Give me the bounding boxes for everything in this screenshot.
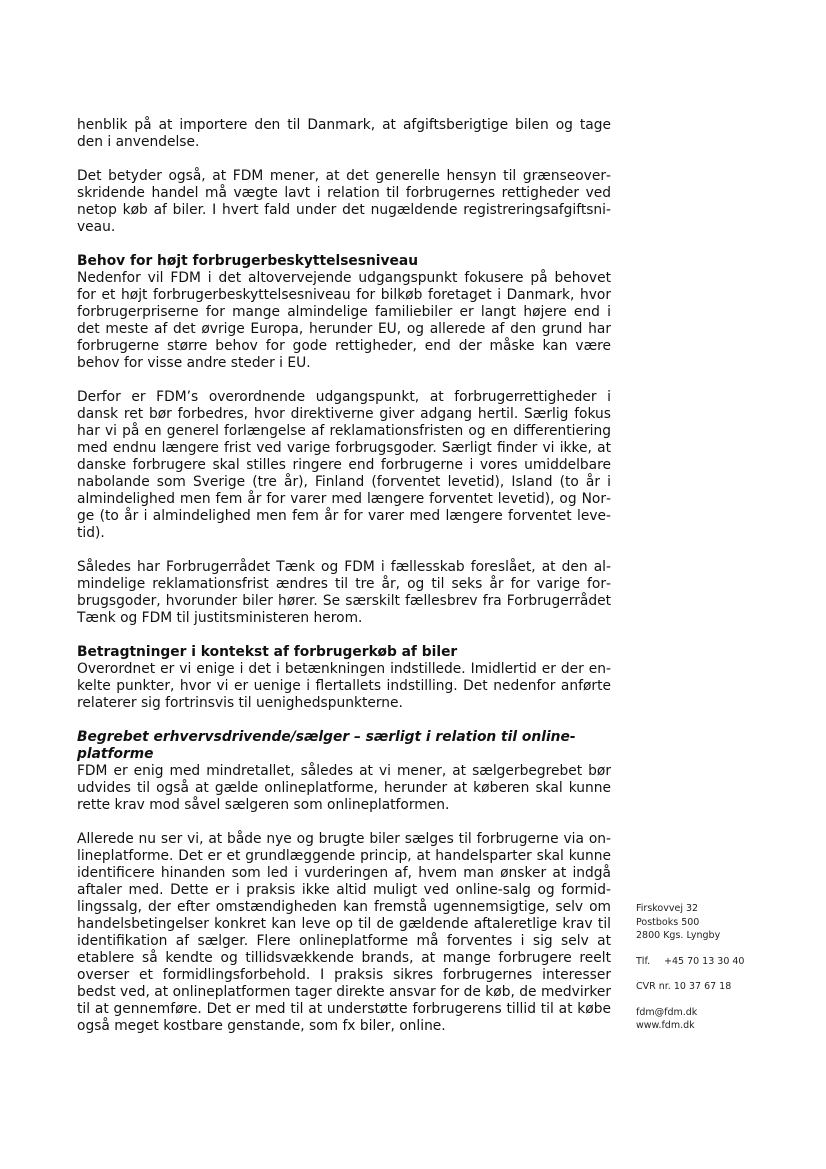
intro-paragraph-2: Det betyder også, at FDM mener, at det generelle hensyn til grænseoverskridende handel må vægte lavt i relation til forbrugernes rettigheder ved netop køb af biler. I hvert fald under det nugældende registreringsafgiftsniveau. [77,168,611,235]
email-link[interactable]: fdm@fdm.dk [636,1006,698,1018]
address-city: 2800 Kgs. Lyngby [636,930,721,941]
section-paragraph: Allerede nu ser vi, at både nye og brugte biler sælges til forbrugerne via onlineplatforme. Det er et grundlæggende princip, at handelsparter skal kunne identificere hinanden som led i vurderingen af, hvem man ønsker at indgå aftaler med. Dette er i praksis ikke altid muligt ved online-salg og formidlingssalg, der efter omstændigheden kan fremstå ugennemsigtige, selv om handelsbetingelser konkret kan leve op til de gældende aftaleretlige krav til identifikation af sælger. Flere onlineplatforme må forventes i sig selv at etablere så kendte og tillidsvækkende brands, at mange forbrugere reelt overser et formidlingsforbehold. I praksis sikres forbrugernes interesser bedst ved, at onlineplatformen tager direkte ansvar for de køb, de medvirker til at gennemføre. Det er med til at understøtte forbrugerens tillid til at købe også meget kostbare genstande, som fx biler, online. [77,831,611,1034]
section-heading: Behov for højt forbrugerbeskyttelsesniveau [77,253,419,269]
section-paragraph: Derfor er FDM’s overordnende udgangspunkt, at forbrugerrettigheder i dansk ret bør forbedres, hvor direktiverne giver adgang hertil. Særlig fokus har vi på en generel forlængelse af reklamationsfristen og en differentiering med endnu længere frist ved varige forbrugsgoder. Særligt finder vi ikke, at danske forbrugere skal stilles ringere end forbrugerne i vores umiddelbare nabolande som Sverige (tre år), Finland (forventet levetid), Island (to år i almindelighed men fem år for varer med længere forventet levetid), og Norge (to år i almindelighed men fem år for varer med længere forventet levetid). [77,389,611,541]
section-heading: Betragtninger i kontekst af forbrugerkøb af biler [77,644,458,660]
section-paragraph: Således har Forbrugerrådet Tænk og FDM i fællesskab foreslået, at den almindelige reklamationsfrist ændres til tre år, og til seks år for varige forbrugsgoder, hvorunder biler hører. Se særskilt fællesbrev fra Forbrugerrådet Tænk og FDM til justitsministeren herom. [77,559,611,626]
section-car-purchases [77,644,611,712]
website-link[interactable]: www.fdm.dk [636,1020,695,1031]
intro-paragraph-1: henblik på at importere den til Danmark, at afgiftsberigtige bilen og tage den i anvendelse. [77,117,611,150]
address-street: Firskovvej 32 [636,903,699,914]
cvr-block [636,980,806,994]
letter-body [77,117,611,1052]
address-po-box: Postboks 500 [636,916,700,928]
section-paragraph: Nedenfor vil FDM i det altovervejende udgangspunkt fokusere på behovet for et højt forbrugerbeskyttelsesniveau for bilkøb foretaget i Danmark, hvor forbrugerpriserne for mange almindelige familiebiler er langt højere end i det meste af det øvrige Europa, herunder EU, og allerede af den grund har forbrugerne større behov for gode rettigheder, end der måske kan være behov for visse andre steder i EU. [77,270,611,371]
web-block [636,1006,806,1033]
section-online-platforms [77,729,611,1035]
section-consumer-protection [77,253,611,627]
cvr-number: CVR nr. 10 37 67 18 [636,981,732,992]
contact-sidebar [636,902,806,1045]
phone-label: Tlf. [636,955,651,967]
section-heading: Begrebet erhvervsdrivende/sælger – særligt i relation til onlineplatforme [77,729,576,762]
section-paragraph: Overordnet er vi enige i det i betænkningen indstillede. Imidlertid er der enkelte punkter, hvor vi er uenige i flertallets indstilling. Det nedenfor anførte relaterer sig fortrinsvis til uenighedspunkterne. [77,661,611,711]
section-paragraph: FDM er enig med mindretallet, således at vi mener, at sælgerbegrebet bør udvides til også at gælde onlineplatforme, herunder at køberen skal kunne rette krav mod såvel sælgeren som onlineplatformen. [77,763,611,813]
phone-block [636,955,806,969]
address-block [636,902,806,943]
phone-number: +45 70 13 30 40 [664,955,745,967]
